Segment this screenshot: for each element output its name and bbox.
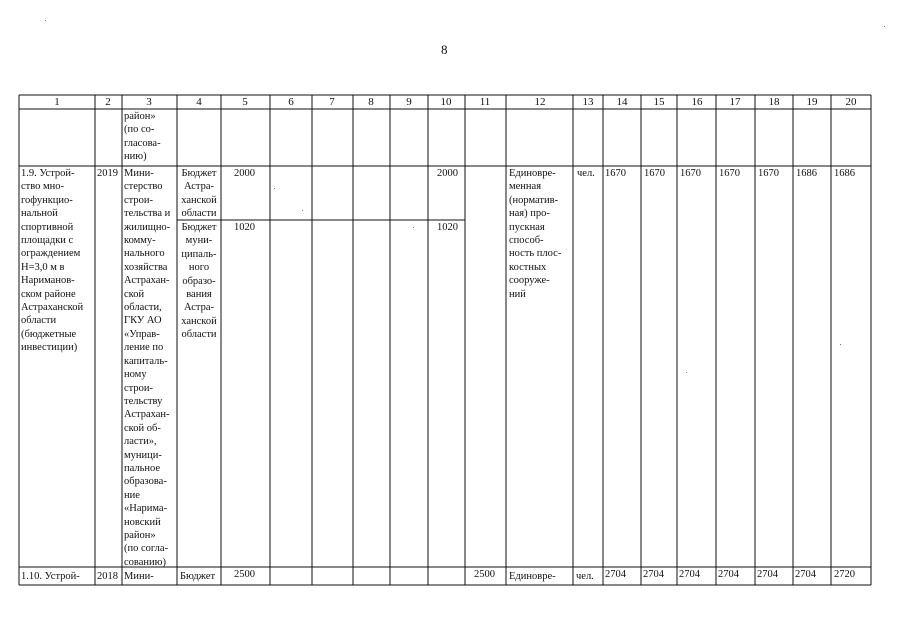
row-1-10-indicator: Единовре-	[509, 571, 556, 582]
scan-speck	[413, 227, 414, 228]
row-1-9-col10-regional: 2000	[437, 168, 458, 179]
row-1-10-col15: 2704	[643, 569, 664, 580]
row-1-9-col5-regional: 2000	[234, 168, 255, 179]
scan-speck	[884, 26, 885, 27]
col-header-19: 19	[806, 96, 818, 108]
col-header-6: 6	[288, 96, 294, 108]
row-1-9-col17: 1670	[719, 168, 740, 179]
row-1-10-year: 2018	[97, 571, 118, 582]
row-1-10-unit: чел.	[576, 571, 594, 582]
page-number: 8	[441, 42, 448, 57]
scan-speck	[45, 20, 46, 21]
col-header-15: 15	[653, 96, 665, 108]
row-1-9-col5-municipal: 1020	[234, 222, 255, 233]
col-header-9: 9	[406, 96, 412, 108]
row-1-9-executor: Мини- стерство строи- тельства и жилищно- комму- нального хозяйства Астрахан- ской области, ГКУ АО «Управ- ление по капиталь- ному строи- тельству Астрахан- ской об- ласти», муници- пальное образова- ние «Нарима- новский район» (по согла- сованию)	[124, 168, 171, 568]
row-1-9-source-regional: Бюджет Астра- ханской области	[181, 168, 217, 220]
continuation-executor-text: район» (по со- гласова- нию)	[124, 111, 161, 163]
col-header-16: 16	[691, 96, 703, 108]
scan-speck	[840, 344, 841, 345]
scan-speck	[686, 372, 687, 373]
col-header-8: 8	[368, 96, 374, 108]
row-1-10-col5: 2500	[234, 569, 255, 580]
row-1-9-col14: 1670	[605, 168, 626, 179]
row-1-10-measure-name: 1.10. Устрой-	[21, 571, 80, 582]
row-1-10-col18: 2704	[757, 569, 778, 580]
col-header-13: 13	[582, 96, 594, 108]
row-1-9-unit: чел.	[577, 168, 595, 179]
col-header-18: 18	[768, 96, 780, 108]
scan-speck	[302, 210, 303, 211]
row-1-10-col20: 2720	[834, 569, 855, 580]
row-1-10-source: Бюджет	[180, 571, 216, 582]
row-1-9-col15: 1670	[644, 168, 665, 179]
row-1-9-source-municipal: Бюджет муни- ципаль- ного образо- вания Астра- ханской области	[181, 222, 217, 341]
col-header-11: 11	[479, 96, 491, 108]
row-1-9-col16: 1670	[680, 168, 701, 179]
row-1-10-col17: 2704	[718, 569, 739, 580]
col-header-4: 4	[196, 96, 202, 108]
row-1-10-executor: Мини-	[124, 571, 154, 582]
col-header-7: 7	[329, 96, 335, 108]
col-header-5: 5	[242, 96, 248, 108]
scan-speck	[274, 188, 275, 189]
col-header-20: 20	[845, 96, 857, 108]
col-header-2: 2	[105, 96, 111, 108]
col-header-10: 10	[440, 96, 452, 108]
col-header-3: 3	[146, 96, 152, 108]
row-1-10-col11: 2500	[474, 569, 495, 580]
row-1-9-col19: 1686	[796, 168, 817, 179]
row-1-9-year: 2019	[97, 168, 118, 179]
row-1-9-col18: 1670	[758, 168, 779, 179]
row-1-10-col14: 2704	[605, 569, 626, 580]
row-1-9-col10-municipal: 1020	[437, 222, 458, 233]
col-header-14: 14	[616, 96, 628, 108]
row-1-9-col20: 1686	[834, 168, 855, 179]
col-header-12: 12	[534, 96, 546, 108]
row-1-10-col19: 2704	[795, 569, 816, 580]
col-header-17: 17	[729, 96, 741, 108]
row-1-10-col16: 2704	[679, 569, 700, 580]
row-1-9-indicator: Единовре- менная (норматив- ная) про- пускная способ- ность плос- костных сооруже- ний	[509, 168, 562, 300]
col-header-1: 1	[54, 96, 60, 108]
row-1-9-measure-name: 1.9. Устрой- ство мно- гофункцио- нальной спортивной площадки с ограждением Н=3,0 м в Нариманов- ском районе Астраханской области (бюджетные инвестиции)	[21, 168, 84, 354]
